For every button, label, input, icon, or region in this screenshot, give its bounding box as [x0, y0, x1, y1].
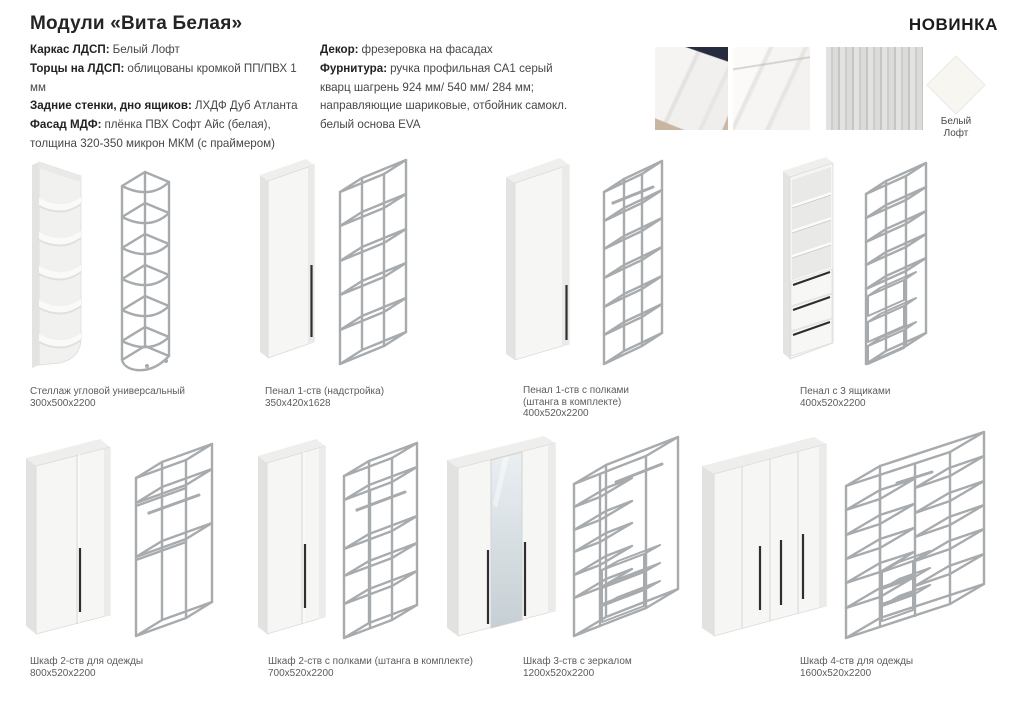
product-label: Шкаф 2-ств с полками (штанга в комплекте) 700х520х2200 — [268, 656, 473, 679]
product-label: Шкаф 4-ств для одежды 1600х520х2200 — [800, 656, 914, 679]
wardrobe-4door-render — [698, 436, 832, 644]
product-label: Стеллаж угловой универсальный 300х500х2200 — [30, 386, 186, 409]
wardrobe-2door-wireframe — [128, 434, 220, 644]
spec-line: Задние стенки, дно ящиков: ЛХДФ Дуб Атланта — [30, 99, 298, 113]
product-label: Пенал 1-ств с полками (штанга в комплекте) 400х520х2200 — [523, 385, 629, 419]
spec-line: Фасад МДФ: плёнка ПВХ Софт Айс (белая), — [30, 118, 271, 132]
wardrobe-3door-mirror-wireframe — [566, 432, 688, 648]
color-swatch-label: Белый Лофт — [940, 116, 972, 139]
wardrobe-2door-render — [22, 436, 116, 641]
facade-photo-corner — [655, 47, 728, 130]
spec-line: кварц шагрень 924 мм/ 540 мм/ 284 мм; — [320, 80, 535, 94]
new-badge: НОВИНКА — [908, 15, 998, 34]
facade-photo-stripes — [826, 47, 923, 130]
wardrobe-4door-wireframe — [838, 430, 993, 650]
product-label: Шкаф 2-ств для одежды 800х520х2200 — [30, 656, 144, 679]
page-title: Модули «Вита Белая» — [30, 13, 243, 34]
spec-line: Торцы на ЛДСП: облицованы кромкой ПП/ПВХ 1 мм — [30, 61, 297, 94]
facade-photo-milling — [733, 47, 810, 130]
spec-line: направляющие шариковые, отбойник самокл. — [320, 99, 568, 113]
spec-line: Каркас ЛДСП: Белый Лофт — [30, 43, 180, 56]
corner-shelf-render — [26, 152, 86, 372]
color-swatch-diamond — [926, 55, 985, 114]
product-label: Пенал 1-ств (надстройка) 350х420х1628 — [265, 386, 385, 409]
pencil-cabinet-wireframe — [330, 152, 414, 374]
pencil-shelves-render — [502, 155, 574, 372]
specs-right — [320, 41, 630, 135]
pencil-drawers-render — [779, 153, 837, 373]
spec-line: Фурнитура: ручка профильная СА1 серый — [320, 61, 553, 75]
wardrobe-3door-mirror-render — [443, 434, 561, 644]
wardrobe-2door-shelves-wireframe — [336, 434, 432, 646]
spec-line: белый основа EVA — [320, 118, 421, 132]
pencil-shelves-wireframe — [596, 150, 668, 376]
pencil-cabinet-render — [256, 155, 318, 370]
corner-shelf-wireframe — [114, 160, 176, 376]
pencil-drawers-wireframe — [858, 150, 932, 376]
specs-left — [30, 41, 315, 154]
spec-line: толщина 320-350 микрон МКМ (с праймером) — [30, 136, 275, 150]
wardrobe-2door-shelves-render — [254, 436, 330, 641]
product-label: Пенал с 3 ящиками 400х520х2200 — [800, 386, 891, 409]
spec-line: Декор: фрезеровка на фасадах — [320, 43, 493, 56]
product-label: Шкаф 3-ств с зеркалом 1200х520х2200 — [523, 656, 632, 679]
